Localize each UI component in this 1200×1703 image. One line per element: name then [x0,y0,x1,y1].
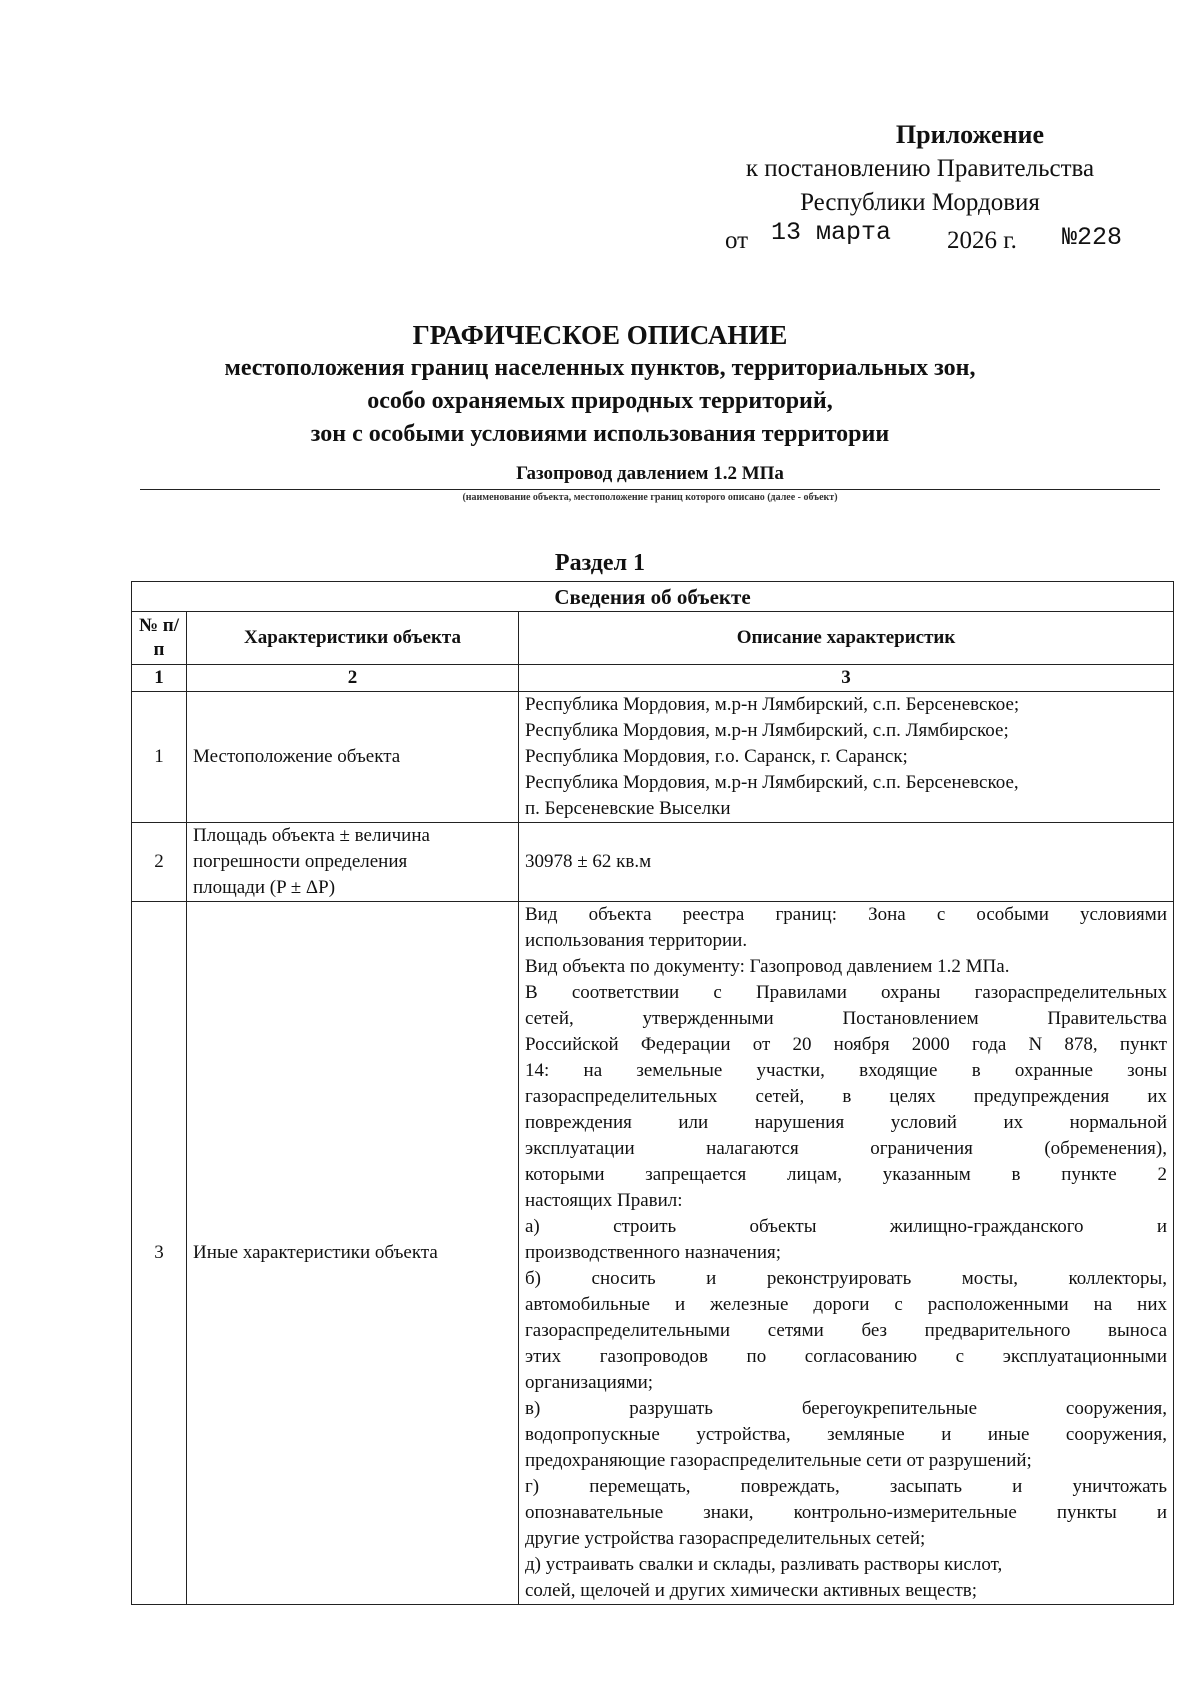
row-2-name [187,823,519,902]
row-3-line: газораспределительными сетями без предварительного выноса [525,1320,1167,1341]
row-3-line: д) устраивать свалки и склады, разливать растворы кислот, [525,1554,1003,1575]
row-3-line: повреждения или нарушения условий их нормальной [525,1112,1167,1133]
row-3-line: использования территории. [525,930,748,951]
colnum-2: 2 [187,665,519,692]
row-3-value [519,902,1174,1605]
row-3-line: которыми запрещается лицам, указанным в пункте 2 [525,1164,1167,1185]
row-3-line: а) строить объекты жилищно-гражданского и [525,1216,1167,1237]
row-3-num: 3 [132,902,187,1605]
document-title-main: ГРАФИЧЕСКОЕ ОПИСАНИЕ [412,320,788,350]
row-3-line: эксплуатации налагаются ограничения (обременения), [525,1138,1167,1159]
row-2-num: 2 [132,823,187,902]
row-3-line: автомобильные и железные дороги с расположенными на них [525,1294,1167,1315]
row-1-line: Республика Мордовия, г.о. Саранск, г. Саранск; [525,746,908,767]
annex-title: Приложение [895,120,1045,149]
row-3-line: Российской Федерации от 20 ноября 2000 года N 878, пункт [525,1034,1167,1055]
annex-number: №228 [1062,223,1123,252]
row-3-line: в) разрушать берегоукрепительные сооружения, [525,1398,1167,1419]
annex-ot: от [725,227,749,254]
row-3-line: сетей, утвержденными Постановлением Правительства [525,1008,1167,1029]
table-caption: Сведения об объекте [132,582,1174,612]
document-title-sub-3: зон с особыми условиями использования территории [310,421,890,447]
row-3-line: водопропускные устройства, земляные и иные сооружения, [525,1424,1167,1445]
row-1-value [519,692,1174,823]
row-1-line: п. Берсеневские Выселки [525,798,731,819]
row-3-line: г) перемещать, повреждать, засыпать и уничтожать [525,1476,1167,1497]
row-3-line: другие устройства газораспределительных сетей; [525,1528,926,1549]
annex-date: 13 марта [771,218,892,247]
annex-header [700,118,1140,260]
header-num: № п/п [132,612,187,665]
row-3-line: Вид объекта по документу: Газопровод давлением 1.2 МПа. [525,956,1010,977]
object-info-table [131,581,1174,1605]
row-3-line: газораспределительных сетей, в целях предупреждения их [525,1086,1167,1107]
column-number-row [132,665,1174,692]
row-3-line: Вид объекта реестра границ: Зона с особыми условиями [525,904,1167,925]
row-3-line: организациями; [525,1372,654,1393]
row-3-name: Иные характеристики объекта [187,902,519,1605]
row-3-line: В соответствии с Правилами охраны газораспределительных [525,982,1167,1003]
document-title-sub-2: особо охраняемых природных территорий, [367,388,833,414]
row-3-line: б) сносить и реконструировать мосты, коллекторы, [525,1268,1167,1289]
header-characteristic: Характеристики объекта [187,612,519,665]
row-1-line: Республика Мордовия, м.р-н Лямбирский, с.п. Берсеневское; [525,694,1020,715]
annex-line-2: Республики Мордовия [800,189,1040,216]
row-3-line: предохраняющие газораспределительные сети от разрушений; [525,1450,1032,1471]
annex-date-line [700,220,1140,260]
table-caption-row [132,582,1174,612]
colnum-3: 3 [519,665,1174,692]
header-description: Описание характеристик [519,612,1174,665]
row-3-line: опознавательные знаки, контрольно-измерительные пункты и [525,1502,1167,1523]
row-1-line: Республика Мордовия, м.р-н Лямбирский, с.п. Лямбирское; [525,720,1009,741]
row-3-line: настоящих Правил: [525,1190,683,1211]
section-title: Раздел 1 [554,550,646,576]
document-title-sub-1: местоположения границ населенных пунктов, территориальных зон, [224,355,976,381]
row-2-name-line: погрешности определения [193,851,408,872]
row-2-value: 30978 ± 62 кв.м [519,823,1174,902]
row-2-name-line: площади (P ± ΔP) [193,877,336,898]
row-2-name-line: Площадь объекта ± величина [193,825,430,846]
row-1-num: 1 [132,692,187,823]
annex-line-1: к постановлению Правительства [745,155,1095,182]
annex-year: 2026 г. [947,227,1017,254]
object-caption: (наименование объекта, местоположение границ которого описано (далее - объект) [462,492,838,503]
row-1-line: Республика Мордовия, м.р-н Лямбирский, с.п. Берсеневское, [525,772,1019,793]
table-row [132,823,1174,902]
row-1-name: Местоположение объекта [187,692,519,823]
colnum-1: 1 [132,665,187,692]
document-title [100,318,1100,451]
row-3-line: производственного назначения; [525,1242,782,1263]
table-row [132,692,1174,823]
object-name: Газопровод давлением 1.2 МПа [516,463,784,484]
table-row [132,902,1174,1605]
row-3-line: солей, щелочей и других химически активных веществ; [525,1580,978,1601]
table-header-row [132,612,1174,665]
object-underline [140,489,1160,490]
row-3-line: 14: на земельные участки, входящие в охранные зоны [525,1060,1167,1081]
row-3-line: этих газопроводов по согласованию с эксплуатационными [525,1346,1167,1367]
